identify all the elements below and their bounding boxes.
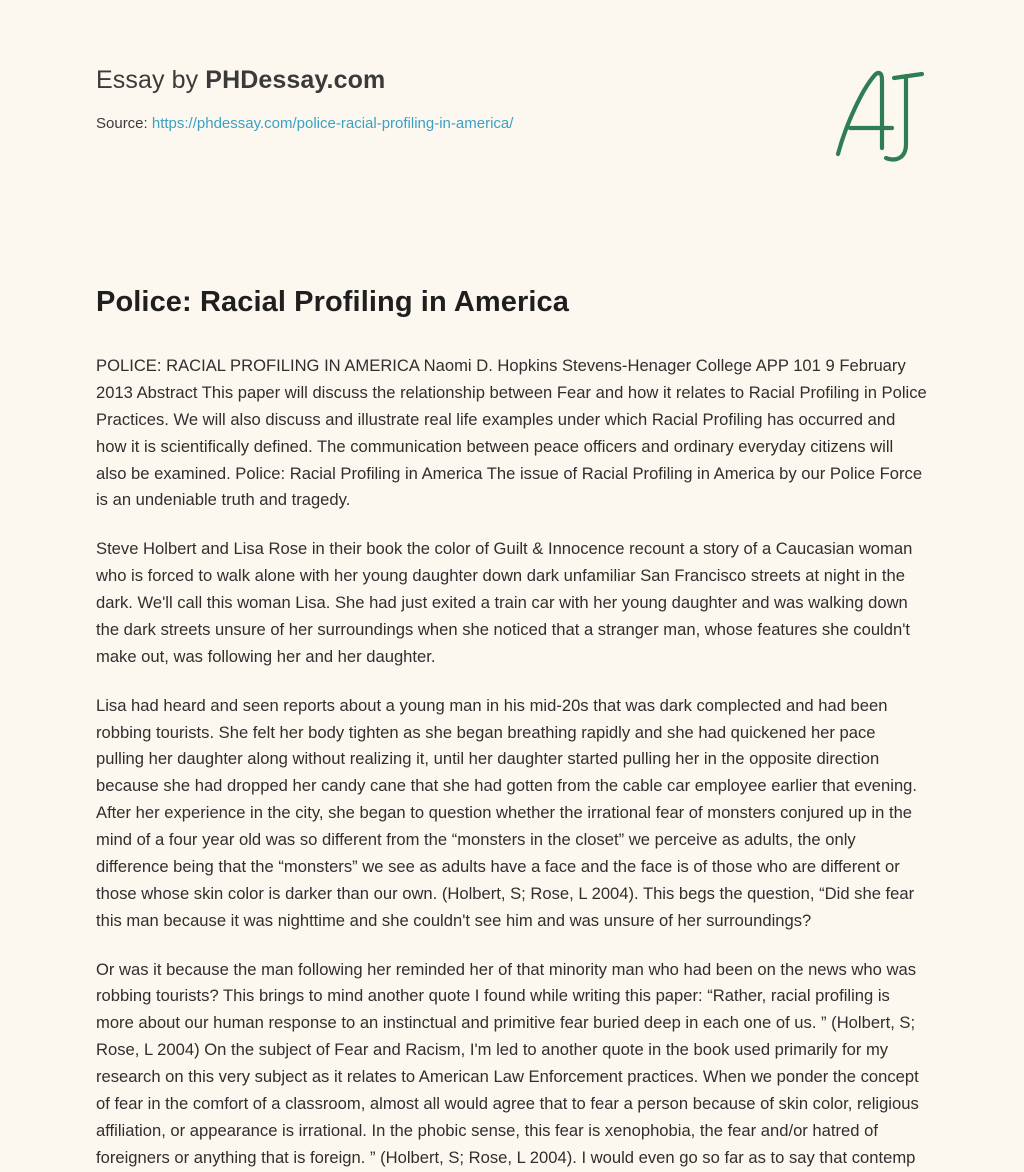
document-body [96, 353, 928, 1172]
brand-essay-label: Essay [96, 66, 165, 94]
paragraph: POLICE: RACIAL PROFILING IN AMERICA Naomi D. Hopkins Stevens-Henager College APP 101 9 February 2013 Abstract This paper will discuss the relationship between Fear and how it relates to Racial Profiling in Police Practices. We will also discuss and illustrate real life examples under which Racial Profiling has occurred and how it is scientifically defined. The communication between peace officers and ordinary everyday citizens will also be examined. Police: Racial Profiling in America The issue of Racial Profiling in America by our Police Force is an undeniable truth and tragedy. [96, 356, 927, 510]
source-label: Source: [96, 115, 152, 132]
paragraph: Or was it because the man following her reminded her of that minority man who had been on the news who was robbing tourists? This brings to mind another quote I found while writing this paper: “Rather, racial profiling is more about our human response to an instinctual and primitive fear buried deep in each one of us. ” (Holbert, S; Rose, L 2004) On the subject of Fear and Racism, I'm led to another quote in the book used primarily for my research on this very subject as it relates to American Law Enforcement practices. When we ponder the concept of fear in the comfort of a classroom, almost all would agree that to fear a person because of skin color, religious affiliation, or appearance is irrational. In the phobic sense, this fear is xenophobia, the fear and/or hatred of foreigners or anything that is foreign. ” (Holbert, S; Rose, L 2004). I would even go so far as to say that contemp [96, 959, 919, 1167]
phdessay-monogram-icon [824, 62, 944, 172]
paragraph: Lisa had heard and seen reports about a young man in his mid-20s that was dark complected and had been robbing tourists. She felt her body tighten as she began breathing rapidly and she had quickened her pace pulling her daughter along without realizing it, until her daughter started pulling her in the opposite direction because she had dropped her candy cane that she had gotten from the cable car employee earlier that evening. After her experience in the city, she began to question whether the irrational fear of monsters conjured up in the mind of a four year old was so different from the “monsters in the closet” we perceive as adults, the only difference being that the “monsters” we see as adults have a face and the face is of those who are different or those whose skin color is darker than our own. (Holbert, S; Rose, L 2004). This begs the question, “Did she fear this man because it was nighttime and she couldn't see him and was unsure of her surroundings? [96, 695, 918, 930]
document-header [96, 66, 928, 132]
source-row [96, 115, 928, 132]
brand-site-label: PHDessay.com [205, 66, 386, 94]
brand-by-label: by [164, 66, 206, 94]
page-title: Police: Racial Profiling in America [96, 286, 570, 318]
brand-title [96, 66, 928, 95]
paragraph: Steve Holbert and Lisa Rose in their book the color of Guilt & Innocence recount a story of a Caucasian woman who is forced to walk alone with her young daughter down dark unfamiliar San Francisco streets at night in the dark. We'll call this woman Lisa. She had just exited a train car with her young daughter and was walking down the dark streets unsure of her surroundings when she noticed that a stranger man, whose features she couldn't make out, was following her and her daughter. [96, 539, 913, 666]
source-url-link[interactable]: https://phdessay.com/police-racial-profiling-in-america/ [151, 115, 514, 132]
